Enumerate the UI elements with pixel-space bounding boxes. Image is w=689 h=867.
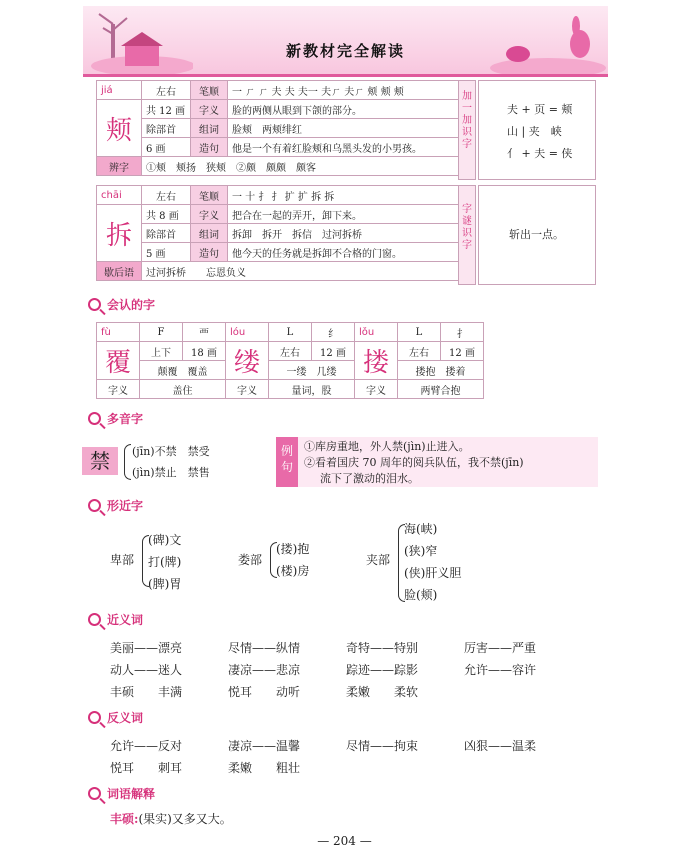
section-title: 形近字: [107, 499, 144, 513]
synonym-pair: 美丽——漂亮: [110, 641, 183, 655]
label-words: 组词: [191, 119, 228, 138]
magnifier-icon: [88, 613, 101, 626]
similar-word: (楼)房: [276, 564, 310, 578]
stroke-order: 一 十 扌 扌 扩 扩 拆 拆: [228, 186, 463, 205]
explain-term: 丰硕:: [110, 812, 139, 826]
section-title: 近义词: [107, 613, 144, 627]
radical-count: 6 画: [142, 138, 191, 157]
similar-group: [148, 529, 181, 595]
similar-word: 脸(颊): [404, 588, 438, 602]
label-distinguish: 辨字: [97, 157, 142, 176]
section-recognize: [88, 296, 155, 313]
main-character: 拆: [97, 205, 142, 262]
section-antonym: [88, 709, 143, 726]
recognize-table: [96, 322, 484, 399]
structure: 左右: [269, 342, 312, 361]
similar-word: (碑)文: [148, 533, 182, 547]
polyphone-char: 禁: [82, 447, 118, 475]
synonym-pair: 厉害——严重: [464, 641, 537, 655]
side-line: 山 | 夹 峡: [507, 125, 562, 138]
antonym-pair: 尽情——拘束: [346, 739, 419, 753]
radical: 纟: [312, 323, 355, 342]
radical: 除部首: [142, 224, 191, 243]
radical: 覀: [183, 323, 226, 342]
header-title: 新教材完全解读: [285, 42, 405, 60]
example-line: 流下了激动的泪水。: [320, 472, 419, 485]
polyphone-reading-1: (jīn)不禁 禁受: [132, 445, 210, 458]
initial: F: [140, 323, 183, 342]
label-meaning: 字义: [191, 205, 228, 224]
character: 覆: [97, 342, 140, 380]
explain-text: (果实)又多又大。: [138, 812, 232, 826]
section-explain: [88, 785, 155, 802]
antonym-pair: 允许——反对: [110, 739, 183, 753]
side-line: 夫 + 页 = 颊: [507, 103, 573, 116]
pinyin: chāi: [97, 186, 142, 205]
synonym-pair: 允许——容许: [464, 663, 537, 677]
stroke-count: 18 画: [183, 342, 226, 361]
section-polyphone: [88, 410, 143, 427]
structure: 左右: [142, 186, 191, 205]
section-title: 会认的字: [107, 298, 156, 312]
similar-word: 打(牌): [148, 555, 182, 569]
explain-line: [110, 810, 232, 827]
polyphone-reading-2: (jìn)禁止 禁售: [132, 466, 210, 479]
label-strokes: 笔顺: [191, 186, 228, 205]
pinyin: fù: [97, 323, 140, 342]
label-idiom: 歇后语: [97, 262, 142, 281]
header-rule: [83, 74, 608, 77]
similar-word: (脾)胃: [148, 577, 182, 591]
magnifier-icon: [88, 298, 101, 311]
synonym-pair: 动人——迷人: [110, 663, 183, 677]
words: 一缕 几缕: [269, 361, 355, 380]
character: 搂: [355, 342, 398, 380]
label-sentence: 造句: [191, 243, 228, 262]
magnifier-icon: [88, 711, 101, 724]
pinyin: lǒu: [355, 323, 398, 342]
sentence: 他是一个有着红脸颊和乌黑头发的小男孩。: [228, 138, 463, 157]
structure: 上下: [140, 342, 183, 361]
section-title: 反义词: [107, 711, 144, 725]
brace: [124, 444, 131, 480]
stroke-order: 一 ㄏ ㄏ 夫 夫 夫一 夫ㄏ 夫ㄏ 颊 颊 颊: [228, 81, 463, 100]
stroke-count: 共 12 画: [142, 100, 191, 119]
antonym-pair: 凄凉——温馨: [228, 739, 301, 753]
radical-count: 5 画: [142, 243, 191, 262]
character: 缕: [226, 342, 269, 380]
similar-word: (搂)抱: [276, 542, 310, 556]
synonym-pair: 踪迹——踪影: [346, 663, 419, 677]
synonym-pair: 丰硕 丰满: [110, 685, 183, 699]
section-title: 多音字: [107, 412, 144, 426]
words: 颠覆 覆盖: [140, 361, 226, 380]
page-header: [83, 6, 608, 76]
side-label-add: 加一加识字: [458, 80, 476, 180]
side-content-add: [478, 80, 596, 180]
pinyin: jiá: [97, 81, 142, 100]
section-title: 词语解释: [107, 787, 156, 801]
char-card-chai: [96, 185, 463, 281]
side-content-riddle: 斩出一点。: [478, 185, 596, 285]
meaning: 把合在一起的弄开，卸下来。: [228, 205, 463, 224]
similar-group-label: 娄部: [238, 553, 263, 567]
idiom: 过河拆桥 忘恩负义: [142, 262, 463, 281]
main-character: 颊: [97, 100, 142, 157]
synonym-pair: 悦耳 动听: [228, 685, 301, 699]
meaning: 量词，股: [269, 380, 355, 399]
antonym-pair: 凶狠——温柔: [464, 739, 537, 753]
antonym-list: [110, 735, 582, 779]
example-line: ②看着国庆 70 周年的阅兵队伍，我不禁(jīn): [304, 456, 524, 469]
magnifier-icon: [88, 787, 101, 800]
words: 脸颊 两颊绯红: [228, 119, 463, 138]
label-sentence: 造句: [191, 138, 228, 157]
stroke-count: 12 画: [312, 342, 355, 361]
label-meaning: 字义: [226, 380, 269, 399]
similar-word: (侠)肝义胆: [404, 566, 462, 580]
meaning: 脸的两侧从眼到下颌的部分。: [228, 100, 463, 119]
stroke-count: 共 8 画: [142, 205, 191, 224]
stroke-count: 12 画: [441, 342, 484, 361]
example-line: ①库房重地，外人禁(jìn)止进入。: [304, 440, 470, 453]
initial: L: [269, 323, 312, 342]
synonym-pair: 柔嫩 柔软: [346, 685, 419, 699]
structure: 左右: [142, 81, 191, 100]
synonym-pair: 尽情——纵情: [228, 641, 301, 655]
similar-group: [276, 538, 309, 582]
label-words: 组词: [191, 224, 228, 243]
section-synonym: [88, 611, 143, 628]
sentence: 他今天的任务就是拆卸不合格的门窗。: [228, 243, 463, 262]
page-number: — 204 —: [317, 834, 372, 848]
distinguish: ①颊 颊扬 狭颊 ②颇 颇颇 颇客: [142, 157, 463, 176]
words: 搂抱 搂着: [398, 361, 484, 380]
example-label: 例句: [276, 437, 298, 487]
initial: L: [398, 323, 441, 342]
similar-group: [404, 518, 461, 606]
magnifier-icon: [88, 412, 101, 425]
radical: 扌: [441, 323, 484, 342]
label-meaning: 字义: [97, 380, 140, 399]
words: 拆卸 拆开 拆信 过河拆桥: [228, 224, 463, 243]
antonym-pair: 悦耳 刺耳: [110, 761, 183, 775]
side-line: 亻 + 夫 = 侠: [507, 147, 573, 160]
section-similar: [88, 497, 143, 514]
example-box: [298, 437, 598, 487]
synonym-pair: 凄凉——悲凉: [228, 663, 301, 677]
similar-group-label: 夹部: [366, 553, 391, 567]
meaning: 两臂合抱: [398, 380, 484, 399]
label-meaning: 字义: [355, 380, 398, 399]
synonym-list: [110, 637, 582, 703]
meaning: 盖住: [140, 380, 226, 399]
char-card-jia: [96, 80, 463, 176]
similar-word: (狭)窄: [404, 544, 438, 558]
radical: 除部首: [142, 119, 191, 138]
structure: 左右: [398, 342, 441, 361]
label-meaning: 字义: [191, 100, 228, 119]
synonym-pair: 奇特——特别: [346, 641, 419, 655]
label-strokes: 笔顺: [191, 81, 228, 100]
similar-word: 海(峡): [404, 522, 438, 536]
similar-group-label: 卑部: [110, 553, 135, 567]
magnifier-icon: [88, 499, 101, 512]
side-label-riddle: 字谜识字: [458, 185, 476, 285]
pinyin: lóu: [226, 323, 269, 342]
antonym-pair: 柔嫩 粗壮: [228, 761, 301, 775]
